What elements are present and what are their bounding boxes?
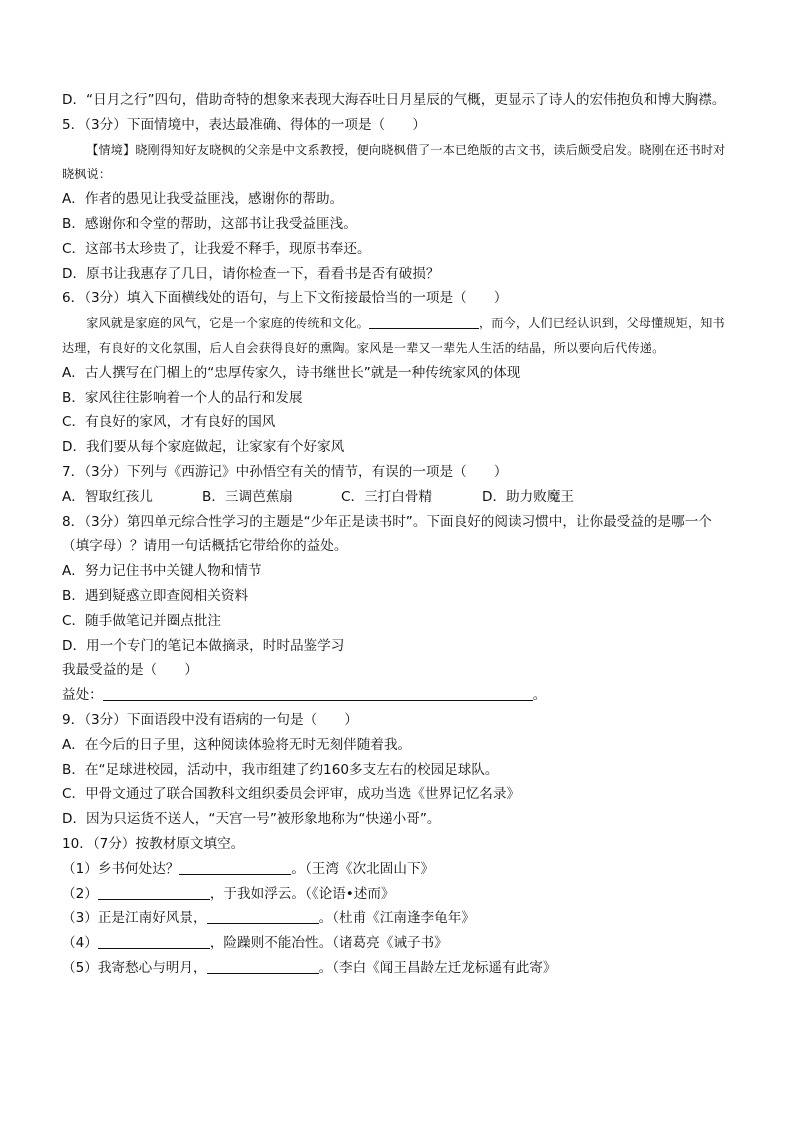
q10-item-after: ，于我如浮云。（《论语•述而》 <box>209 885 395 902</box>
q10-item-1 <box>62 857 734 882</box>
q6-context <box>62 311 734 361</box>
q9-stem: 9．（3分）下面语段中没有语病的一句是（ ） <box>62 711 358 728</box>
q9-option-a: A．在今后的日子里，这种阅读体验将无时无刻伴随着我。 <box>62 736 412 753</box>
q7-stem: 7．（3分）下列与《西游记》中孙悟空有关的情节，有误的一项是（ ） <box>62 463 508 480</box>
q10-blank-4[interactable] <box>98 934 210 949</box>
q8-benefit-blank[interactable] <box>103 686 533 701</box>
q10-item-2 <box>62 882 734 907</box>
q8-end-mark: 。 <box>532 687 547 704</box>
q10-item-after: 。（王湾《次北固山下》 <box>291 860 435 877</box>
q6-stem: 6．（3分）填入下面横线处的语句，与上下文衔接最恰当的一项是（ ） <box>62 290 508 307</box>
q5-option-b: B．感谢你和令堂的帮助，这部书让我受益匪浅。 <box>62 215 357 232</box>
q8-option-d: D．用一个专门的笔记本做摘录，时时品鉴学习 <box>62 637 345 654</box>
q4-option-d: D．“日月之行”四句，借助奇特的想象来表现大海吞吐日月星辰的气概，更显示了诗人的宏伟抱负和博大胸襟。 <box>62 92 726 108</box>
q6-blank[interactable] <box>369 314 479 329</box>
q10-blank-2[interactable] <box>98 885 210 900</box>
q8-answer-label: 我最受益的是（ ） <box>62 662 198 679</box>
q7-option-b: B．三调芭蕉扇 <box>202 488 293 505</box>
exam-content <box>62 88 734 981</box>
q10-blank-1[interactable] <box>179 860 291 875</box>
q5-context: 【情境】晓刚得知好友晓枫的父亲是中文系教授，便向晓枫借了一本已绝版的古文书，读后颇受启发。晓刚在还书时对晓枫说： <box>62 142 726 182</box>
q7-option-a: A．智取红孩儿 <box>62 488 153 505</box>
q5-stem: 5．（3分）下面情境中，表达最准确、得体的一项是（ ） <box>62 116 426 133</box>
q7-option-d: D．助力败魔王 <box>482 488 575 505</box>
q10-item-5 <box>62 956 734 981</box>
q6-option-b: B．家风往往影响着一个人的品行和发展 <box>62 389 303 406</box>
q5-option-a: A．作者的愚见让我受益匪浅，感谢你的帮助。 <box>62 191 344 208</box>
q8-benefit-line <box>62 683 734 708</box>
q6-option-a: A．古人撰写在门楣上的“忠厚传家久，诗书继世长”就是一种传统家风的体现 <box>62 364 521 381</box>
q8-stem: 8．（3分）第四单元综合性学习的主题是“少年正是读书时”。下面良好的阅读习惯中，让你最受益的是哪一个（填字母）？请用一句话概括它带给你的益处。 <box>62 513 712 555</box>
q10-item-number: （1） <box>62 860 98 877</box>
q9-option-c: C．甲骨文通过了联合国教科文组织委员会评审，成功当选《世界记忆名录》 <box>62 786 521 803</box>
q6-option-d: D．我们要从每个家庭做起，让家家有个好家风 <box>62 439 345 456</box>
q10-item-4 <box>62 931 734 956</box>
q5-option-c: C．这部书太珍贵了，让我爱不释手，现原书奉还。 <box>62 240 371 257</box>
q10-item-number: （5） <box>62 959 98 976</box>
q10-stem: 10．（7分）按教材原文填空。 <box>62 835 245 852</box>
q10-item-number: （3） <box>62 910 98 927</box>
q7-option-c: C．三打白骨精 <box>341 488 433 505</box>
q10-blank-5[interactable] <box>207 959 319 974</box>
q8-option-b: B．遇到疑惑立即查阅相关资料 <box>62 587 249 604</box>
q10-blank-3[interactable] <box>207 909 319 924</box>
q8-option-a: A．努力记住书中关键人物和情节 <box>62 563 262 580</box>
q10-item-after: ，险躁则不能冶性。（诸葛亮《诫子书》 <box>209 935 448 952</box>
q6-context-after: ，而今，人们已经认识到，父母懂规矩，知书达理，有良好的文化氛围，后人自会获得良好的熏陶。家风是一辈又一辈先人生活的结晶，所以要向后代传递。 <box>62 316 725 355</box>
q9-option-d: D．因为只运货不送人，“天宫一号”被形象地称为“快递小哥”。 <box>62 811 441 828</box>
q10-item-after: 。（李白《闻王昌龄左迁龙标遥有此寄》 <box>318 959 557 976</box>
q10-item-before: 正是江南好风景， <box>97 910 207 927</box>
q6-context-before: 家风就是家庭的风气，它是一个家庭的传统和文化。 <box>86 316 369 331</box>
q10-item-before: 我寄愁心与明月， <box>97 959 207 976</box>
q10-item-number: （2） <box>62 885 98 902</box>
q6-option-c: C．有良好的家风，才有良好的国风 <box>62 414 276 431</box>
q8-option-c: C．随手做笔记并圈点批注 <box>62 612 222 629</box>
q7-options <box>62 485 734 510</box>
q5-option-d: D．原书让我惠存了几日，请你检查一下，看看书是否有破损？ <box>62 265 440 282</box>
q10-item-before: 乡书何处达？ <box>97 860 180 877</box>
q10-item-number: （4） <box>62 935 98 952</box>
q10-item-after: 。（杜甫《江南逢李龟年》 <box>318 910 475 927</box>
q8-benefit-label: 益处： <box>62 687 103 704</box>
q10-item-3 <box>62 906 734 931</box>
q9-option-b: B．在“足球进校园，活动中，我市组建了约160多支左右的校园足球队。 <box>62 761 499 778</box>
